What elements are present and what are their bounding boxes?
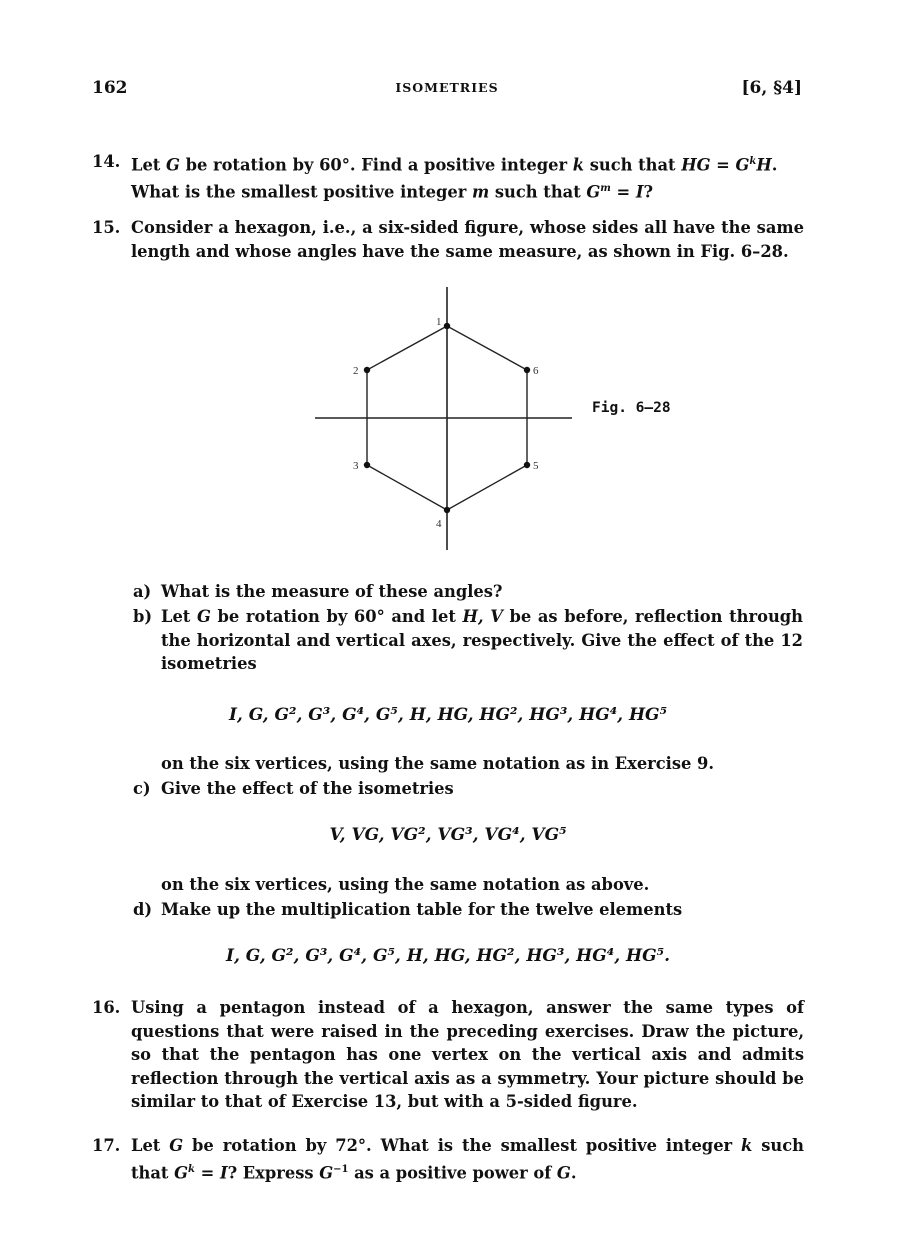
vertex-label-2: 2 [353, 365, 359, 377]
exercise-number: 14. [92, 152, 121, 171]
vertex-label-4: 4 [436, 518, 442, 530]
vertex-label-1: 1 [436, 316, 442, 328]
exercise-number: 16. [92, 998, 121, 1017]
vertex-4 [444, 507, 450, 513]
vertex-label-5: 5 [533, 460, 539, 472]
hexagon-diagram [300, 285, 600, 555]
exercise-14 [92, 150, 804, 204]
part-b [133, 605, 803, 676]
exercise-text: Let G be rotation by 60°. Find a positive integer k such that HG = $G^kH$. What is the smallest positive integer m such that $G^m = I$? [131, 155, 778, 202]
exercise-16 [92, 996, 804, 1114]
part-c-continued [133, 873, 803, 897]
page-header [92, 78, 802, 102]
isometry-list-d: I, G, G², G³, G⁴, G⁵, H, HG, HG², HG³, HG⁴, HG⁵. [226, 946, 670, 966]
vertex-label-6: 6 [533, 365, 539, 377]
part-text: Make up the multiplication table for the twelve elements [161, 900, 683, 919]
vertex-2 [364, 367, 370, 373]
running-title: ISOMETRIES [395, 80, 499, 95]
exercise-text: Consider a hexagon, i.e., a six-sided figure, whose sides all have the same length and whose angles have the same measure, as shown in Fig. 6–28. [131, 218, 804, 261]
part-label: b) [133, 607, 153, 626]
part-a [133, 580, 803, 604]
hexagon-figure [300, 285, 600, 555]
vertex-1 [444, 323, 450, 329]
part-text: on the six vertices, using the same notation as in Exercise 9. [161, 754, 715, 773]
part-text: Give the effect of the isometries [161, 779, 454, 798]
exercise-text: Let G be rotation by 72°. What is the smallest positive integer k such that $G^k = I$? Express $G^{-1}$ as a positive power of G. [131, 1136, 804, 1182]
vertex-3 [364, 462, 370, 468]
part-label: c) [133, 779, 151, 798]
vertex-label-3: 3 [353, 460, 359, 472]
part-b-continued [133, 752, 803, 776]
vertex-5 [524, 462, 530, 468]
exercise-text: Using a pentagon instead of a hexagon, answer the same types of questions that were raised in the preceding exercises. Draw the picture, so that the pentagon has one vertex on the vertical axis and admits reflection through the vertical axis as a symmetry. Your picture should be similar to that of Exercise 13, but with a 5-sided figure. [131, 998, 804, 1111]
exercise-number: 17. [92, 1136, 121, 1155]
part-label: d) [133, 900, 153, 919]
vertex-6 [524, 367, 530, 373]
part-text: Let G be rotation by 60° and let H, V be as before, reflection through the horizontal and vertical axes, respectively. Give the effect of the 12 isometries [161, 607, 804, 673]
page-number: 162 [92, 78, 128, 98]
part-label: a) [133, 582, 152, 601]
section-reference: [6, §4] [741, 78, 802, 98]
exercise-number: 15. [92, 218, 121, 237]
figure-caption: Fig. 6–28 [592, 400, 671, 416]
part-c [133, 777, 803, 801]
exercise-15 [92, 216, 804, 263]
part-d [133, 898, 803, 922]
part-text: on the six vertices, using the same notation as above. [161, 875, 650, 894]
isometry-list-c: V, VG, VG², VG³, VG⁴, VG⁵ [329, 825, 567, 845]
isometry-list-b: I, G, G², G³, G⁴, G⁵, H, HG, HG², HG³, HG⁴, HG⁵ [228, 705, 668, 725]
part-text: What is the measure of these angles? [161, 582, 503, 601]
exercise-17 [92, 1134, 804, 1184]
